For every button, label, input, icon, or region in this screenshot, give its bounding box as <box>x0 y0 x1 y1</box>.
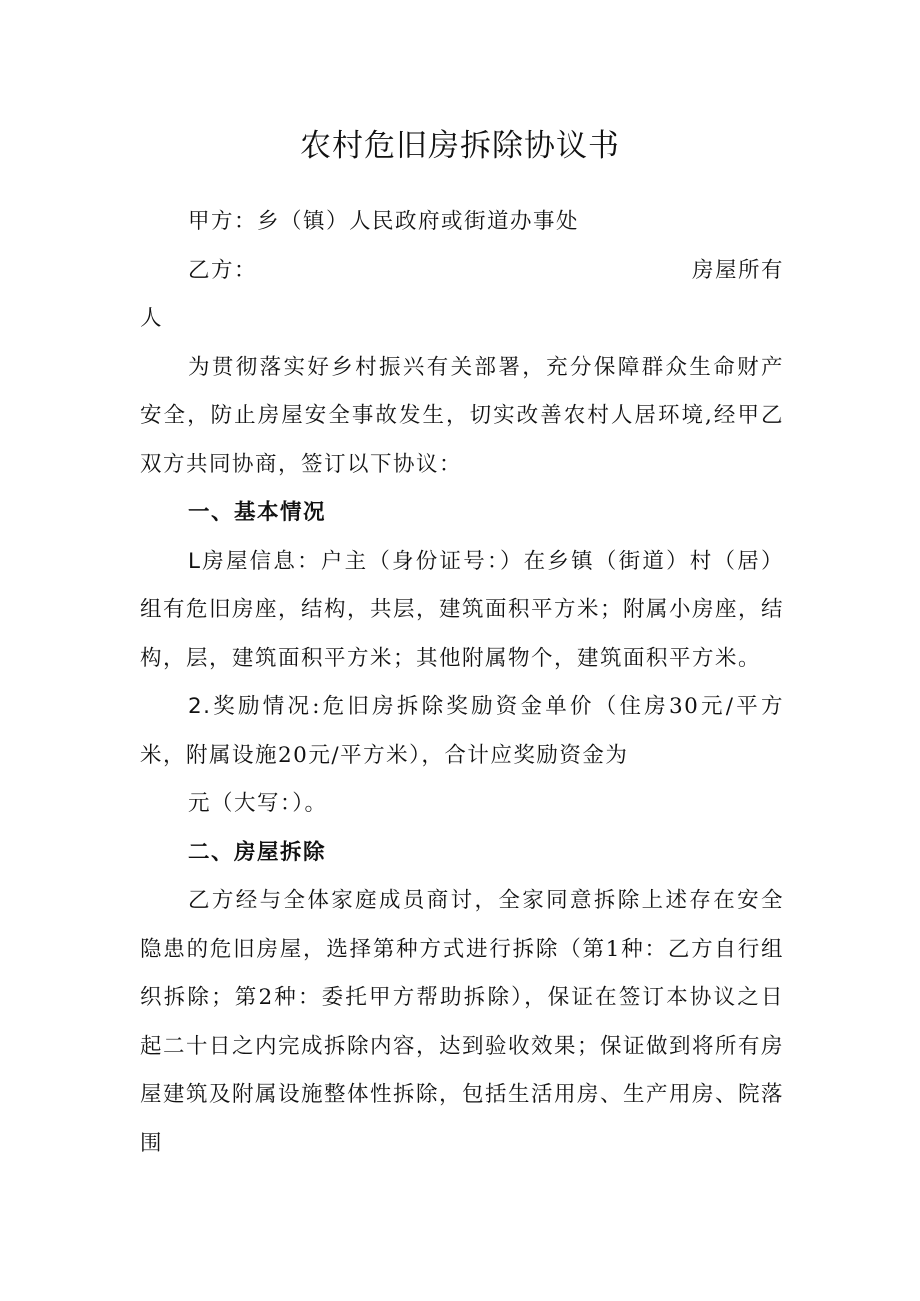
item-1-text: 房屋信息：户主（身份证号：）在乡镇（街道）村（居）组有危旧房座，结构，共层，建筑面积平方米；附属小房座，结构，层，建筑面积平方米；其他附属物个，建筑面积平方米。 <box>140 548 785 671</box>
item-2-number: 2. <box>188 694 212 719</box>
section-2-paragraph: 乙方经与全体家庭成员商讨，全家同意拆除上述存在安全隐患的危旧房屋，选择第种方式进行拆除（第1种：乙方自行组织拆除；第2种：委托甲方帮助拆除），保证在签订本协议之日起二十日之内完成拆除内容，达到验收效果；保证做到将所有房屋建筑及附属设施整体性拆除，包括生活用房、生产用房、院落围 <box>140 888 785 1156</box>
party-b-label: 乙方： <box>188 257 258 283</box>
party-b-line <box>140 247 784 296</box>
document-title: 农村危旧房拆除协议书 <box>300 128 620 164</box>
party-b-role-end: 人 <box>140 306 164 331</box>
item-2-text: 奖励情况:危旧房拆除奖励资金单价（住房30元/平方米，附属设施20元/平方米），合计应奖励资金为 <box>140 694 784 768</box>
section-1-item-2 <box>140 683 784 780</box>
item-1-number: L <box>188 548 202 574</box>
preamble-paragraph: 为贯彻落实好乡村振兴有关部署，充分保障群众生命财产安全，防止房屋安全事故发生，切实改善农村人居环境,经甲乙双方共同协商，签订以下协议： <box>140 354 784 477</box>
document-body <box>140 198 784 1168</box>
section-2-heading: 二、房屋拆除 <box>188 839 327 865</box>
item-2-amount: 元（大写：）。 <box>188 791 328 816</box>
section-1-heading: 一、基本情况 <box>188 500 327 525</box>
section-1-item-1 <box>140 538 784 684</box>
party-a-line: 甲方：乡（镇）人民政府或街道办事处 <box>188 209 580 234</box>
party-b-role-start: 房屋所有 <box>691 257 784 283</box>
